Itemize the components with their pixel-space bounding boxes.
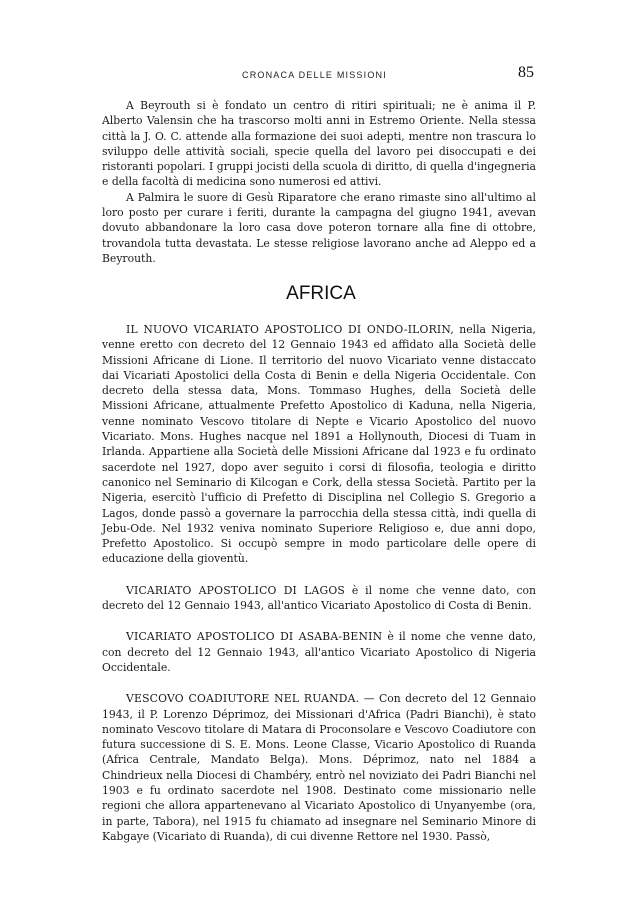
entry-ondo-ilorin (102, 322, 536, 567)
entry-ruanda-coadjutor (102, 691, 536, 844)
paragraph-beyrouth: A Beyrouth si è fondato un centro di ritiri spirituali; ne è anima il P. Alberto Valensin che ha trascorso molti anni in Estremo Oriente. Nella stessa città la J. O. C. attende alla formazione dei suoi adepti, mentre non trascura lo sviluppo delle attività sociali, specie quella del lavoro pei disoccupati e dei ristoranti popolari. I gruppi jocisti della scuola di diritto, di quella d'ingegneria e della facoltà di medicina sono numerosi ed attivi. (102, 99, 536, 189)
entry-lead: VICARIATO APOSTOLICO DI ASABA-BENIN (126, 630, 383, 644)
entry-lead: VESCOVO COADIUTORE NEL RUANDA. (126, 692, 360, 706)
entry-lead: IL NUOVO VICARIATO APOSTOLICO DI ONDO-ILORIN, (126, 323, 454, 336)
running-head: CRONACA DELLE MISSIONI (242, 70, 387, 80)
africa-entries (102, 322, 536, 844)
entry-lead: VICARIATO APOSTOLICO DI LAGOS (126, 583, 345, 597)
intro-text (102, 98, 536, 266)
entry-lagos (102, 583, 536, 614)
entry-asaba-benin (102, 629, 536, 675)
entry-body: è il nome che venne dato, con decreto del 12 Gennaio 1943, all'antico Vicariato Apostolico di Costa di Benin. (102, 583, 536, 613)
page-number: 85 (518, 64, 534, 81)
paragraph-palmira: A Palmira le suore di Gesù Riparatore che erano rimaste sino all'ultimo al loro posto per curare i feriti, durante la campagna del giugno 1941, avevan dovuto abbandonare la loro casa dove poteron tornare alla fine di ottobre, trovandola tutta devastata. Le stesse religiose lavorano anche ad Aleppo ed a Beyrouth. (102, 190, 536, 265)
entry-body: — Con decreto del 12 Gennaio 1943, il P. Lorenzo Déprimoz, dei Missionari d'Africa (Padri Bianchi), è stato nominato Vescovo titolare di Matara di Proconsolare e Vescovo Coadiutore con futura successione di S. E. Mons. Leone Classe, Vicario Apostolico di Ruanda (Africa Centrale, Mandato Belga). Mons. Déprimoz, nato nel 1884 a Chindrieux nella Diocesi di Chambéry, entrò nel noviziato dei Padri Bianchi nel 1903 e fu ordinato sacerdote nel 1908. Destinato come missionario nelle regioni che allora appartenevano al Vicariato Apostolico di Unyanyembe (ora, in parte, Tabora), nel 1915 fu chiamato ad insegnare nel Seminario Minore di Kabgaye (Vicariato di Ruanda), di cui divenne Rettore nel 1930. Passò, (102, 692, 536, 843)
entry-body: nella Nigeria, venne eretto con decreto del 12 Gennaio 1943 ed affidato alla Società delle Missioni Africane di Lione. Il territorio del nuovo Vicariato venne distaccato dai Vicariati Apostolici della Costa di Benin e della Nigeria Occidentale. Con decreto della stessa data, Mons. Tommaso Hughes, della Società delle Missioni Africane, attualmente Prefetto Apostolico di Kaduna, nella Nigeria, venne nominato Vescovo titolare di Nepte e Vicario Apostolico del nuovo Vicariato. Mons. Hughes nacque nel 1891 a Hollynouth, Diocesi di Tuam in Irlanda. Appartiene alla Società delle Missioni Africane dal 1923 e fu ordinato sacerdote nel 1927, dopo aver seguito i corsi di filosofia, teologia e diritto canonico nel Seminario di Kilcogan e Cork, della stessa Società. Partito per la Nigeria, esercitò l'ufficio di Prefetto di Disciplina nel Collegio S. Gregorio a Lagos, donde passò a governare la parrocchia della stessa città, indi quella di Jebu-Ode. Nel 1932 veniva nominato Superiore Religioso e, due anni dopo, Prefetto Apostolico. Si occupò sempre in modo particolare delle opere di educazione della gioventù. (102, 323, 536, 566)
entry-body: è il nome che venne dato, con decreto del 12 Gennaio 1943, all'antico Vicariato Apostolico di Nigeria Occidentale. (102, 630, 537, 674)
section-heading-africa: AFRICA (286, 283, 356, 304)
